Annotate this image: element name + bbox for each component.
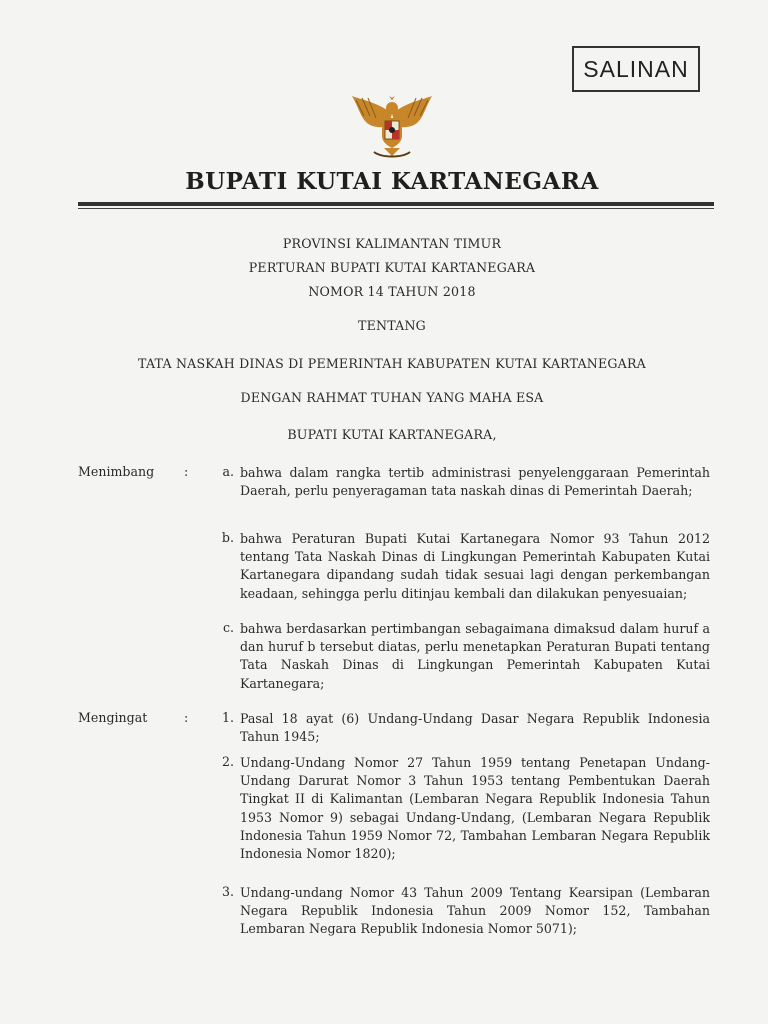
garuda-emblem-icon bbox=[348, 92, 436, 162]
mengingat-item-2 bbox=[240, 754, 710, 863]
menimbang-item-a-text: bahwa dalam rangka tertib administrasi penyelenggaraan Pemerintah Daerah, perlu penyeragaman tata naskah dinas di Pemerintah Daerah; bbox=[240, 465, 710, 499]
mengingat-item-1-text: Pasal 18 ayat (6) Undang-Undang Dasar Negara Republik Indonesia Tahun 1945; bbox=[240, 711, 710, 745]
regulation-line: PERTURAN BUPATI KUTAI KARTANEGARA bbox=[248, 260, 536, 275]
menimbang-marker-c: c. bbox=[222, 620, 234, 635]
mengingat-item-1 bbox=[240, 710, 710, 746]
menimbang-item-a bbox=[240, 464, 710, 500]
title-rule-thick bbox=[78, 202, 714, 206]
mengingat-item-2-text: Undang-Undang Nomor 27 Tahun 1959 tentang Penetapan Undang-Undang Darurat Nomor 3 Tahun 1953 tentang Pembentukan Daerah Tingkat II di Kalimantan (Lembaran Negara Republik Indonesia Tahun 1953 Nomor 9) sebagai Undang-Undang, (Lembaran Negara Republik Indonesia Tahun 1959 Nomor 72, Tambahan Lembaran Negara Republik Indonesia Nomor 1820); bbox=[240, 755, 710, 862]
invocation-line: DENGAN RAHMAT TUHAN YANG MAHA ESA bbox=[240, 390, 544, 405]
number-line: NOMOR 14 TAHUN 2018 bbox=[308, 284, 476, 299]
authority-line: BUPATI KUTAI KARTANEGARA, bbox=[287, 427, 497, 442]
mengingat-marker-3: 3. bbox=[221, 884, 234, 899]
menimbang-colon: : bbox=[184, 464, 189, 479]
menimbang-marker-a: a. bbox=[222, 464, 234, 479]
menimbang-item-c-text: bahwa berdasarkan pertimbangan sebagaimana dimaksud dalam huruf a dan huruf b tersebut diatas, perlu menetapkan Peraturan Bupati tentang Tata Naskah Dinas di Lingkungan Pemerintah Kabupaten Kutai Kartanegara; bbox=[240, 621, 710, 691]
mengingat-label: Mengingat bbox=[78, 710, 148, 725]
menimbang-marker-b: b. bbox=[221, 530, 234, 545]
province-line: PROVINSI KALIMANTAN TIMUR bbox=[282, 236, 502, 251]
menimbang-item-c bbox=[240, 620, 710, 693]
salinan-stamp: SALINAN bbox=[572, 46, 700, 92]
mengingat-marker-2: 2. bbox=[221, 754, 234, 769]
subject-line: TATA NASKAH DINAS DI PEMERINTAH KABUPATEN KUTAI KARTANEGARA bbox=[138, 356, 646, 371]
mengingat-item-3 bbox=[240, 884, 710, 939]
menimbang-item-b-text: bahwa Peraturan Bupati Kutai Kartanegara Nomor 93 Tahun 2012 tentang Tata Naskah Dinas di Lingkungan Pemerintah Kabupaten Kutai Kartanegara dipandang sudah tidak sesuai lagi dengan perkembangan keadaan, sehingga perlu ditinjau kembali dan dilakukan penyesuaian; bbox=[240, 531, 710, 601]
tentang-line: TENTANG bbox=[358, 318, 426, 333]
mengingat-item-3-text: Undang-undang Nomor 43 Tahun 2009 Tentang Kearsipan (Lembaran Negara Republik Indonesia Tahun 2009 Nomor 152, Tambahan Lembaran Negara Republik Indonesia Nomor 5071); bbox=[240, 885, 710, 937]
menimbang-item-b bbox=[240, 530, 710, 603]
mengingat-colon: : bbox=[184, 710, 189, 725]
document-title: BUPATI KUTAI KARTANEGARA bbox=[185, 168, 599, 195]
title-rule-thin bbox=[78, 208, 714, 209]
mengingat-marker-1: 1. bbox=[221, 710, 234, 725]
menimbang-label: Menimbang bbox=[78, 464, 155, 479]
